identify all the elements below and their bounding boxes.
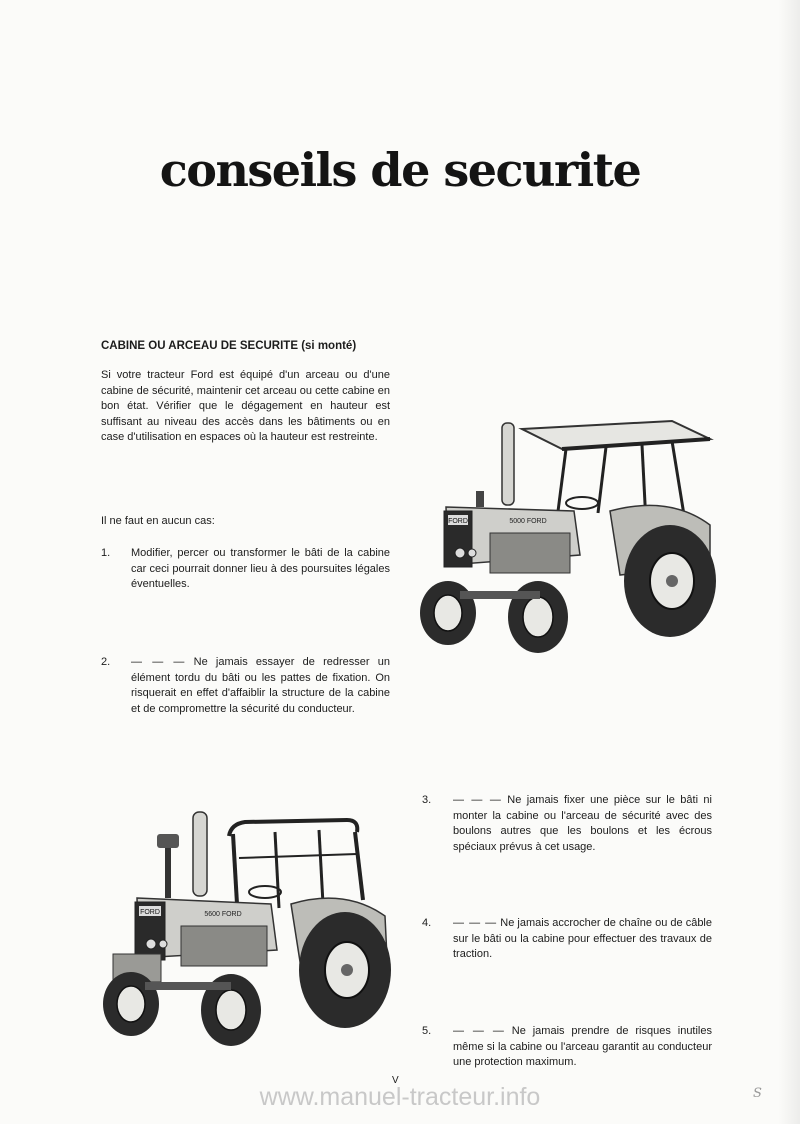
hood-badge-text: 5000 FORD [509, 518, 547, 525]
list-item-number: 1. [101, 547, 111, 559]
list-item-number: 5. [422, 1025, 432, 1037]
corner-handwritten-mark: S [753, 1086, 762, 1101]
page-number: V [392, 1075, 399, 1086]
section-heading: CABINE OU ARCEAU DE SECURITE (si monté) [101, 340, 357, 352]
lead-in-text: Il ne faut en aucun cas: [101, 515, 215, 527]
list-item-text: Modifier, percer ou transformer le bâti de la cabine car ceci pourrait donner lieu à des poursuites légales éventuelles. [131, 547, 390, 590]
list-item-text [453, 1024, 712, 1071]
list-item-number: 2. [101, 656, 111, 668]
dash-prefix: — — — [453, 794, 502, 806]
list-item-body: Ne jamais essayer de redresser un élément tordu du bâti ou les pattes de fixation. On risquerait en effet d'affaiblir la structure de la cabine et de compromettre la sécurité du conducteur. [131, 656, 390, 715]
list-item-body: Ne jamais fixer une pièce sur le bâti ni monter la cabine ou l'arceau de sécurité avec des boulons autres que les boulons et les écrous spéciaux prévus à cet usage. [453, 794, 712, 853]
site-watermark: www.manuel-tracteur.info [259, 1083, 541, 1111]
list-item-text [453, 793, 712, 855]
grille-badge-text: FORD [448, 518, 468, 525]
dash-prefix: — — — [131, 656, 186, 668]
dash-prefix: — — — [453, 917, 498, 929]
dash-prefix: — — — [453, 1025, 505, 1037]
list-item-text [131, 655, 390, 717]
list-item-number: 4. [422, 917, 432, 929]
list-item-body: Ne jamais accrocher de chaîne ou de câble sur le bâti ou la cabine pour effectuer des travaux de traction. [453, 917, 712, 960]
page-title: conseils de securite [159, 143, 641, 197]
hood-badge-text: 5600 FORD [204, 911, 242, 918]
list-item-text [453, 916, 712, 963]
tractor-with-canopy-illustration [410, 415, 720, 665]
grille-badge-text: FORD [140, 909, 160, 916]
tractor-with-roll-bar-illustration [95, 808, 395, 1053]
list-item-body: Ne jamais prendre de risques inutiles même si la cabine ou l'arceau garantit au conducteur une protection maximum. [453, 1025, 712, 1068]
intro-paragraph: Si votre tracteur Ford est équipé d'un arceau ou d'une cabine de sécurité, maintenir cet arceau ou cette cabine en bon état. Vérifier que le dégagement en hauteur est suffisant au niveau des accès dans les bâtiments ou en case d'utilisation en espaces où la hauteur est restreinte. [101, 369, 390, 443]
list-item-number: 3. [422, 794, 432, 806]
